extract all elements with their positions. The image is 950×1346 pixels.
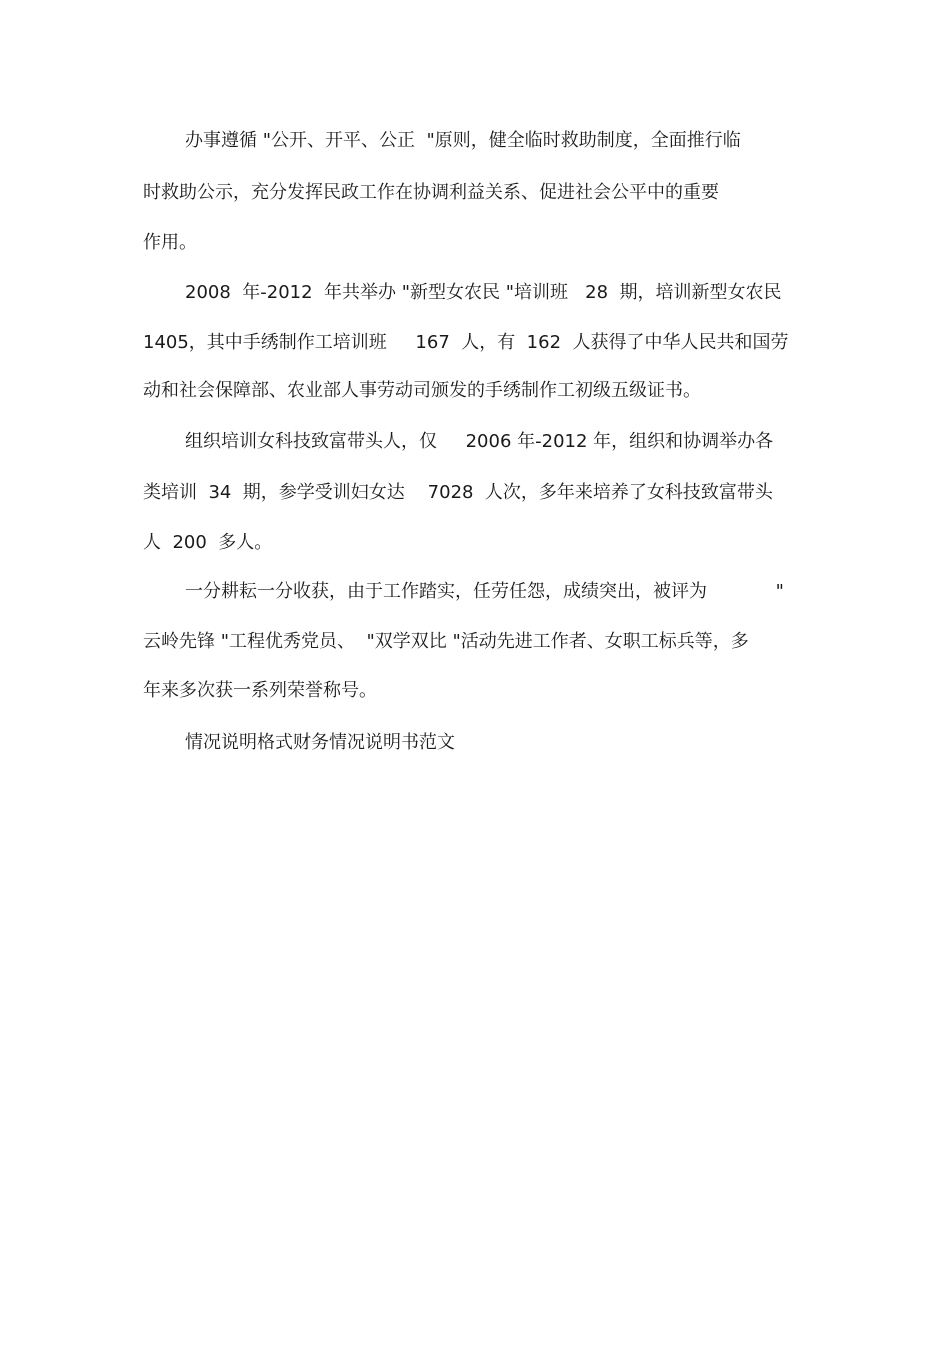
paragraph-2-line-1: 2008 年-2012 年共举办 "新型女农民 "培训班 28 期，培训新型女农民: [185, 282, 782, 303]
paragraph-3-line-1: 组织培训女科技致富带头人，仅 2006 年-2012 年，组织和协调举办各: [185, 431, 774, 452]
paragraph-4-line-3: 年来多次获一系列荣誉称号。: [143, 680, 377, 701]
paragraph-5-line-1: 情况说明格式财务情况说明书范文: [185, 732, 455, 753]
paragraph-2-line-3: 动和社会保障部、农业部人事劳动司颁发的手绣制作工初级五级证书。: [143, 380, 701, 401]
paragraph-1-line-1: 办事遵循 "公开、开平、公正 "原则，健全临时救助制度，全面推行临: [185, 130, 741, 151]
paragraph-4-line-1: 一分耕耘一分收获，由于工作踏实，任劳任怨，成绩突出，被评为 ": [185, 581, 784, 602]
paragraph-2-line-2: 1405，其中手绣制作工培训班 167 人，有 162 人获得了中华人民共和国劳: [143, 332, 789, 353]
paragraph-4-line-2: 云岭先锋 "工程优秀党员、 "双学双比 "活动先进工作者、女职工标兵等，多: [143, 631, 749, 652]
paragraph-3-line-3: 人 200 多人。: [143, 532, 273, 553]
paragraph-1-line-2: 时救助公示，充分发挥民政工作在协调利益关系、促进社会公平中的重要: [143, 182, 719, 203]
paragraph-3-line-2: 类培训 34 期，参学受训妇女达 7028 人次，多年来培养了女科技致富带头: [143, 482, 773, 503]
paragraph-1-line-3: 作用。: [143, 232, 197, 253]
